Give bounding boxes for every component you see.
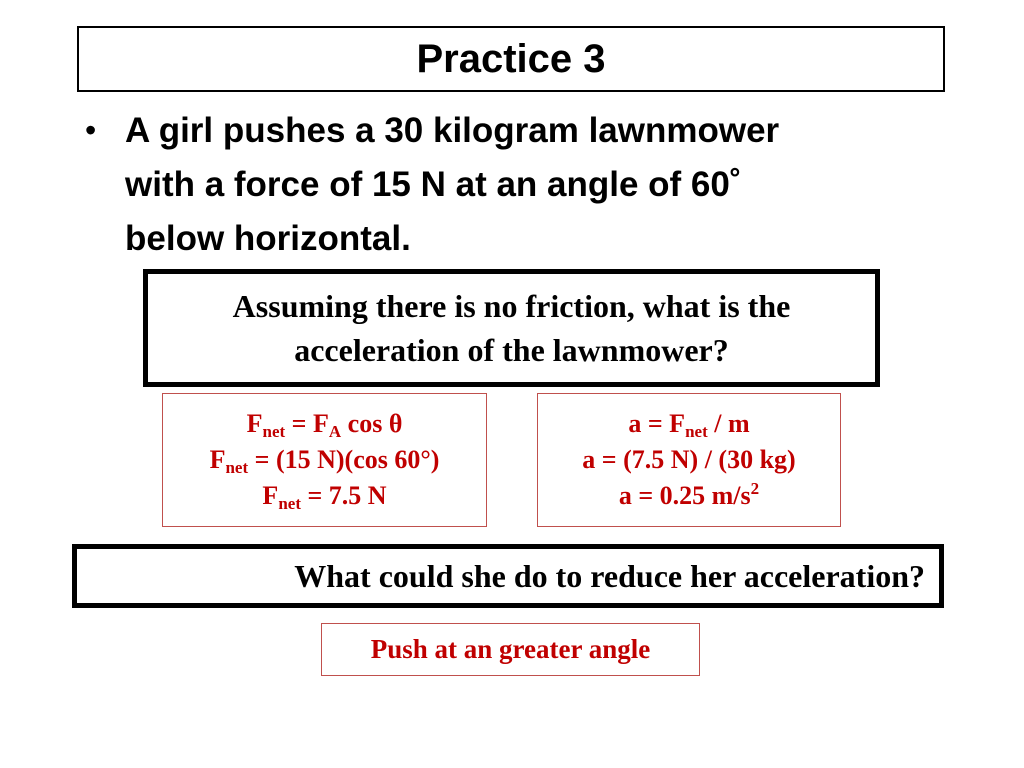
question-text: Assuming there is no friction, what is the acceleration of the lawnmower? — [232, 288, 791, 368]
acceleration-solution-box — [537, 393, 841, 527]
net-force-solution-box — [162, 393, 487, 527]
bullet-item — [85, 104, 885, 266]
symbol-f: F — [262, 481, 279, 510]
symbol-f: F — [209, 445, 226, 474]
result-value: a = 0.25 m/s — [618, 481, 751, 510]
followup-question-text: What could she do to reduce her acceleration? — [294, 557, 925, 594]
subscript-net: net — [278, 494, 301, 513]
followup-question-box — [72, 544, 944, 608]
a-equals-f: a = F — [628, 409, 686, 438]
result-value: = 7.5 N — [300, 481, 387, 510]
substitution-values: = (15 N)(cos 60°) — [248, 445, 440, 474]
title-box — [77, 26, 945, 92]
bullet-dot-icon: • — [85, 112, 97, 148]
acceleration-substitution: a = (7.5 N) / (30 kg) — [582, 445, 796, 474]
subscript-net: net — [262, 422, 286, 441]
acceleration-formula — [538, 406, 840, 442]
equals-fa: = F — [285, 409, 329, 438]
slide-title: Practice 3 — [416, 36, 606, 81]
over-m: / m — [707, 409, 750, 438]
question-box — [143, 269, 880, 387]
net-force-result — [163, 478, 486, 514]
followup-answer-box — [321, 623, 700, 676]
net-force-substitution — [163, 442, 486, 478]
cos-theta: cos θ — [341, 409, 403, 438]
problem-statement: A girl pushes a 30 kilogram lawnmower with a force of 15 N at an angle of 60˚ below horizontal. — [125, 111, 780, 258]
subscript-net: net — [685, 422, 708, 441]
acceleration-result — [538, 478, 840, 514]
net-force-formula — [163, 406, 486, 442]
subscript-net: net — [225, 458, 249, 477]
subscript-a: A — [328, 422, 342, 441]
followup-answer-text: Push at an greater angle — [370, 634, 651, 664]
superscript-2: 2 — [750, 479, 760, 498]
symbol-f: F — [246, 409, 263, 438]
